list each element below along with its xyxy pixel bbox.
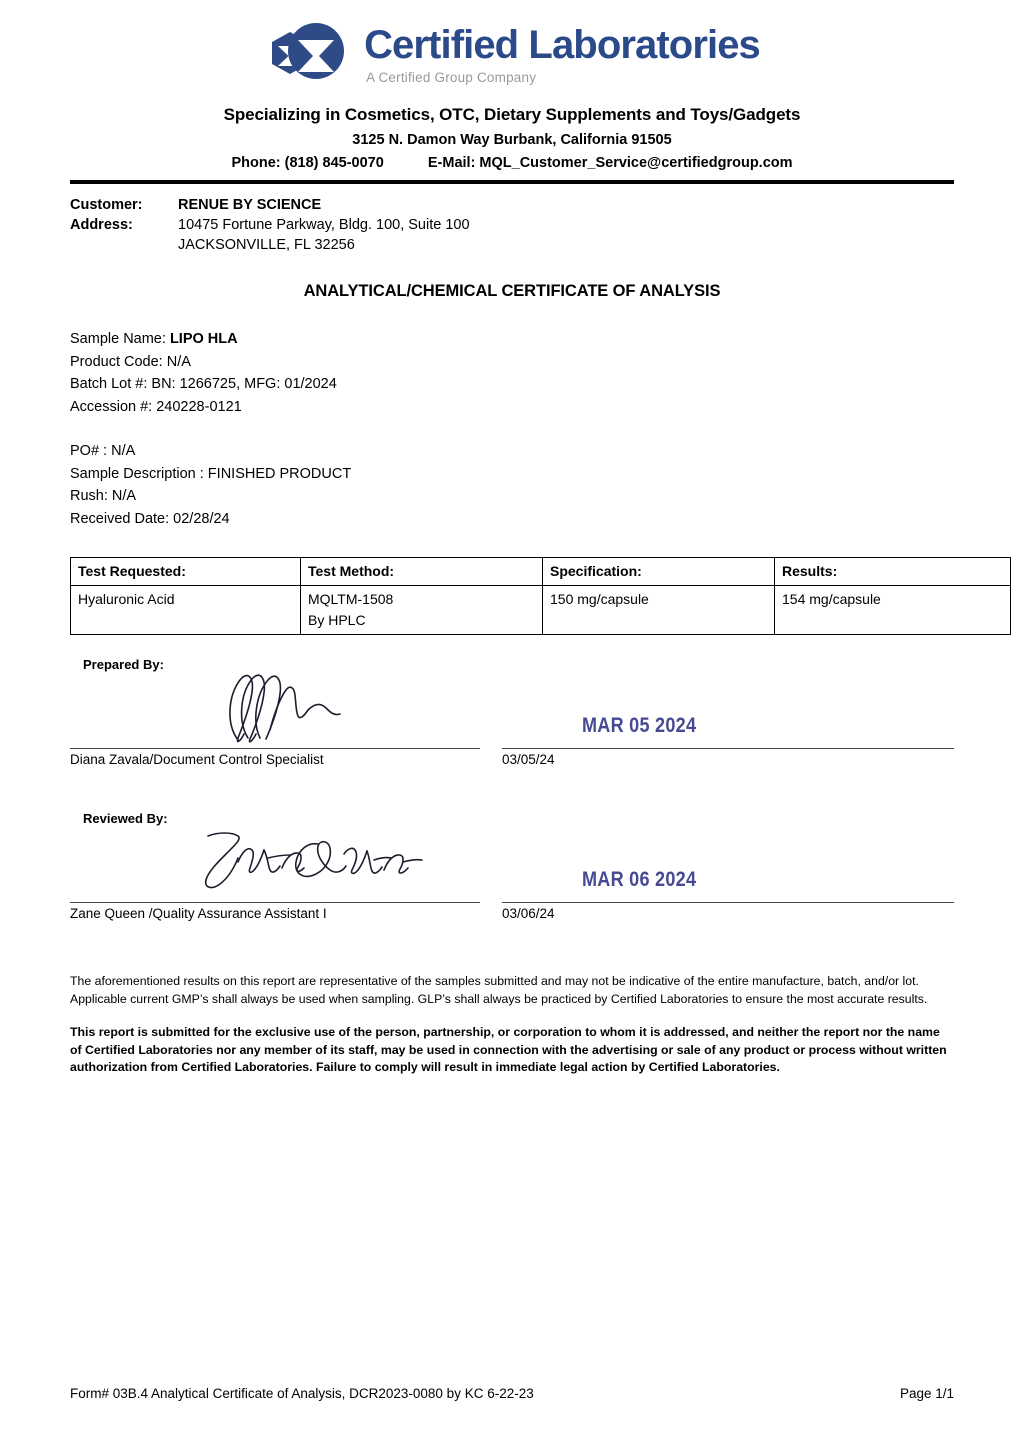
cell-specification: 150 mg/capsule	[543, 586, 775, 635]
po-row: PO# : N/A	[70, 443, 136, 459]
header-test-method: Test Method:	[301, 558, 543, 586]
cell-test-requested: Hyaluronic Acid	[71, 586, 301, 635]
customer-address-row-2	[70, 235, 954, 255]
batch-lot-row: Batch Lot #: BN: 1266725, MFG: 01/2024	[70, 376, 337, 392]
cell-result: 154 mg/capsule	[775, 586, 1011, 635]
prepared-signature-lines	[70, 748, 954, 749]
handwritten-signature-diana-zavala-icon	[210, 668, 420, 746]
document-body	[0, 195, 1024, 1077]
customer-name-row	[70, 195, 954, 215]
sample-description-row: Sample Description : FINISHED PRODUCT	[70, 465, 352, 482]
prepared-name-line	[70, 748, 480, 749]
header-test-requested: Test Requested:	[71, 558, 301, 586]
results-table-head	[71, 558, 1011, 586]
address-line-2: JACKSONVILLE, FL 32256	[178, 237, 355, 253]
prepared-labels	[70, 752, 954, 767]
footer-page-number: Page 1/1	[899, 1386, 954, 1401]
company-wordmark: Certified Laboratories	[364, 23, 760, 67]
contact-line	[0, 155, 1024, 171]
sample-name-label: Sample Name:	[70, 331, 166, 347]
prepared-by-block	[70, 657, 954, 767]
prepared-by-signature-area	[70, 672, 954, 748]
reviewed-by-block	[70, 811, 954, 921]
certified-labs-hexagon-logo-icon	[264, 18, 350, 90]
disclaimer-paragraph-2: This report is submitted for the exclusive use of the person, partnership, or corporation to whom it is addressed, and neither the report nor the name of Certified Laboratories nor any member of its staff, may be used in connection with the advertising or sale of any product or process without written authorization from Certified Laboratories. Failure to comply will result in immediate legal action by Certified Laboratories.	[70, 1025, 947, 1074]
specialization-line: Specializing in Cosmetics, OTC, Dietary Supplements and Toys/Gadgets	[223, 105, 801, 124]
reviewed-date-line	[502, 902, 954, 903]
results-table-body	[71, 586, 1011, 635]
company-tagline: A Certified Group Company	[366, 70, 537, 85]
handwritten-signature-zane-queen-icon	[198, 828, 433, 894]
sample-info-block	[70, 328, 954, 418]
received-date-row: Received Date: 02/28/24	[70, 510, 230, 527]
prepared-date-stamp: MAR 05 2024	[582, 714, 697, 737]
address-line-1: 10475 Fortune Parkway, Bldg. 100, Suite 100	[178, 217, 470, 233]
sample-name-row	[70, 328, 954, 351]
header-specification: Specification:	[543, 558, 775, 586]
reviewed-by-caption: Reviewed By:	[83, 811, 168, 826]
disclaimer-paragraph-1: The aforementioned results on this report are representative of the samples submitted and may not be indicative of the entire manufacture, batch, and/or lot. Applicable current GMP’s shall always be used when sampling. GLP’s shall always be practiced by Certified Laboratories to ensure the most accurate results.	[70, 974, 928, 1006]
address-label: Address:	[70, 217, 133, 233]
sample-meta-block	[70, 440, 954, 530]
customer-name: RENUE BY SCIENCE	[178, 197, 322, 213]
address-label-spacer	[70, 235, 178, 255]
page-footer	[70, 1386, 954, 1401]
table-header-row	[71, 558, 1011, 586]
cell-test-method-line2: By HPLC	[308, 612, 366, 628]
prepared-date-text: 03/05/24	[502, 752, 555, 767]
reviewed-labels	[70, 906, 954, 921]
reviewed-date-stamp: MAR 06 2024	[582, 868, 697, 891]
reviewed-name-title: Zane Queen /Quality Assurance Assistant I	[70, 906, 327, 921]
company-logo	[0, 18, 1024, 90]
company-address-line: 3125 N. Damon Way Burbank, California 91505	[352, 132, 672, 148]
table-row	[71, 586, 1011, 635]
header-results: Results:	[775, 558, 1011, 586]
company-phone: Phone: (818) 845-0070	[231, 155, 384, 171]
cell-test-method-line1: MQLTM-1508	[308, 591, 394, 607]
prepared-name-title: Diana Zavala/Document Control Specialist	[70, 752, 324, 767]
letterhead	[0, 0, 1024, 184]
customer-block	[70, 195, 954, 255]
logo-text	[364, 25, 760, 85]
prepared-date-line	[502, 748, 954, 749]
reviewed-by-signature-area	[70, 826, 954, 902]
product-code-row: Product Code: N/A	[70, 353, 191, 370]
header-divider	[70, 180, 954, 184]
accession-row: Accession #: 240228-0121	[70, 398, 242, 415]
rush-row: Rush: N/A	[70, 488, 137, 504]
reviewed-name-line	[70, 902, 480, 903]
results-table	[70, 557, 1011, 635]
prepared-by-caption: Prepared By:	[83, 657, 164, 672]
reviewed-date-text: 03/06/24	[502, 906, 555, 921]
company-email: E-Mail: MQL_Customer_Service@certifiedgroup.com	[427, 155, 793, 171]
customer-label: Customer:	[70, 197, 143, 213]
reviewed-signature-lines	[70, 902, 954, 903]
sample-name-value: LIPO HLA	[169, 331, 238, 347]
page-title: ANALYTICAL/CHEMICAL CERTIFICATE OF ANALYSIS	[303, 282, 721, 300]
cell-test-method	[301, 586, 543, 635]
customer-address-row-1	[70, 215, 954, 235]
footer-form-info: Form# 03B.4 Analytical Certificate of Analysis, DCR2023-0080 by KC 6-22-23	[70, 1386, 534, 1401]
